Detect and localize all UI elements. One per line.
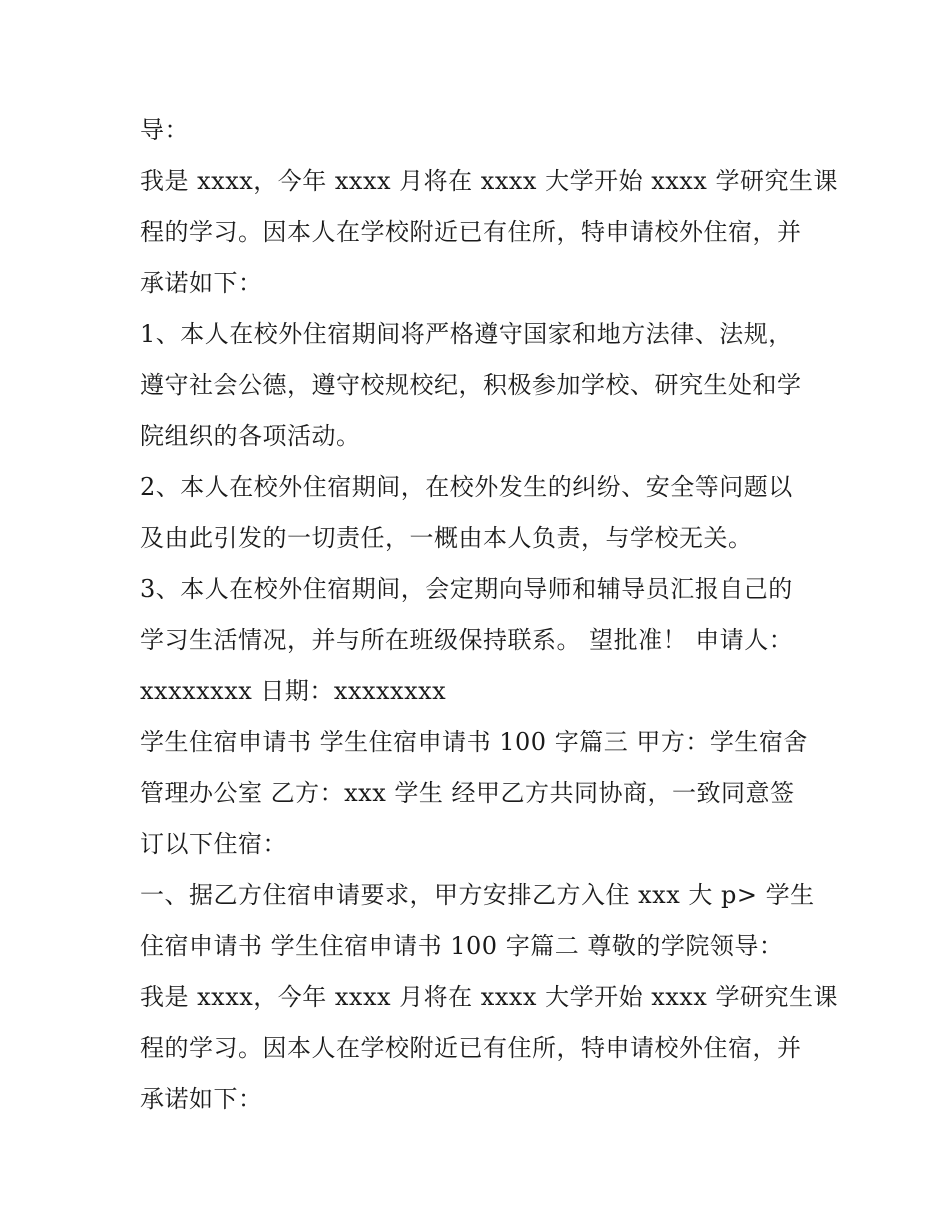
text-line: 学习生活情况，并与所在班级保持联系。 望批准！ 申请人： bbox=[140, 626, 794, 654]
text-line: 2、本人在校外住宿期间，在校外发生的纠纷、安全等问题以 bbox=[140, 473, 793, 501]
text-line: 院组织的各项活动。 bbox=[140, 422, 361, 450]
text-line: 订以下住宿： bbox=[140, 830, 287, 858]
text-line: 住宿申请书 学生住宿申请书 100 字篇二 尊敬的学院领导： bbox=[140, 932, 784, 960]
text-line: 程的学习。因本人在学校附近已有住所，特申请校外住宿，并 bbox=[140, 1034, 802, 1062]
text-line: 管理办公室 乙方：xxx 学生 经甲乙方共同协商，一致同意签 bbox=[140, 779, 795, 807]
text-line: 我是 xxxx，今年 xxxx 月将在 xxxx 大学开始 xxxx 学研究生课 bbox=[140, 983, 838, 1011]
text-line: 3、本人在校外住宿期间，会定期向导师和辅导员汇报自己的 bbox=[140, 575, 793, 603]
text-line: 遵守社会公德，遵守校规校纪，积极参加学校、研究生处和学 bbox=[140, 371, 802, 399]
text-line: 及由此引发的一切责任，一概由本人负责，与学校无关。 bbox=[140, 524, 753, 552]
text-line: 承诺如下： bbox=[140, 1085, 263, 1113]
text-line: 1、本人在校外住宿期间将严格遵守国家和地方法律、法规， bbox=[140, 320, 793, 348]
text-line: 我是 xxxx，今年 xxxx 月将在 xxxx 大学开始 xxxx 学研究生课 bbox=[140, 167, 838, 195]
text-line: xxxxxxxx 日期：xxxxxxxx bbox=[140, 677, 447, 705]
text-line: 程的学习。因本人在学校附近已有住所，特申请校外住宿，并 bbox=[140, 218, 802, 246]
text-line: 一、据乙方住宿申请要求，甲方安排乙方入住 xxx 大 p> 学生 bbox=[140, 881, 815, 909]
text-line: 学生住宿申请书 学生住宿申请书 100 字篇三 甲方：学生宿舍 bbox=[140, 728, 808, 756]
text-line: 导： bbox=[140, 116, 189, 144]
text-line: 承诺如下： bbox=[140, 269, 263, 297]
document-body bbox=[140, 105, 838, 1125]
